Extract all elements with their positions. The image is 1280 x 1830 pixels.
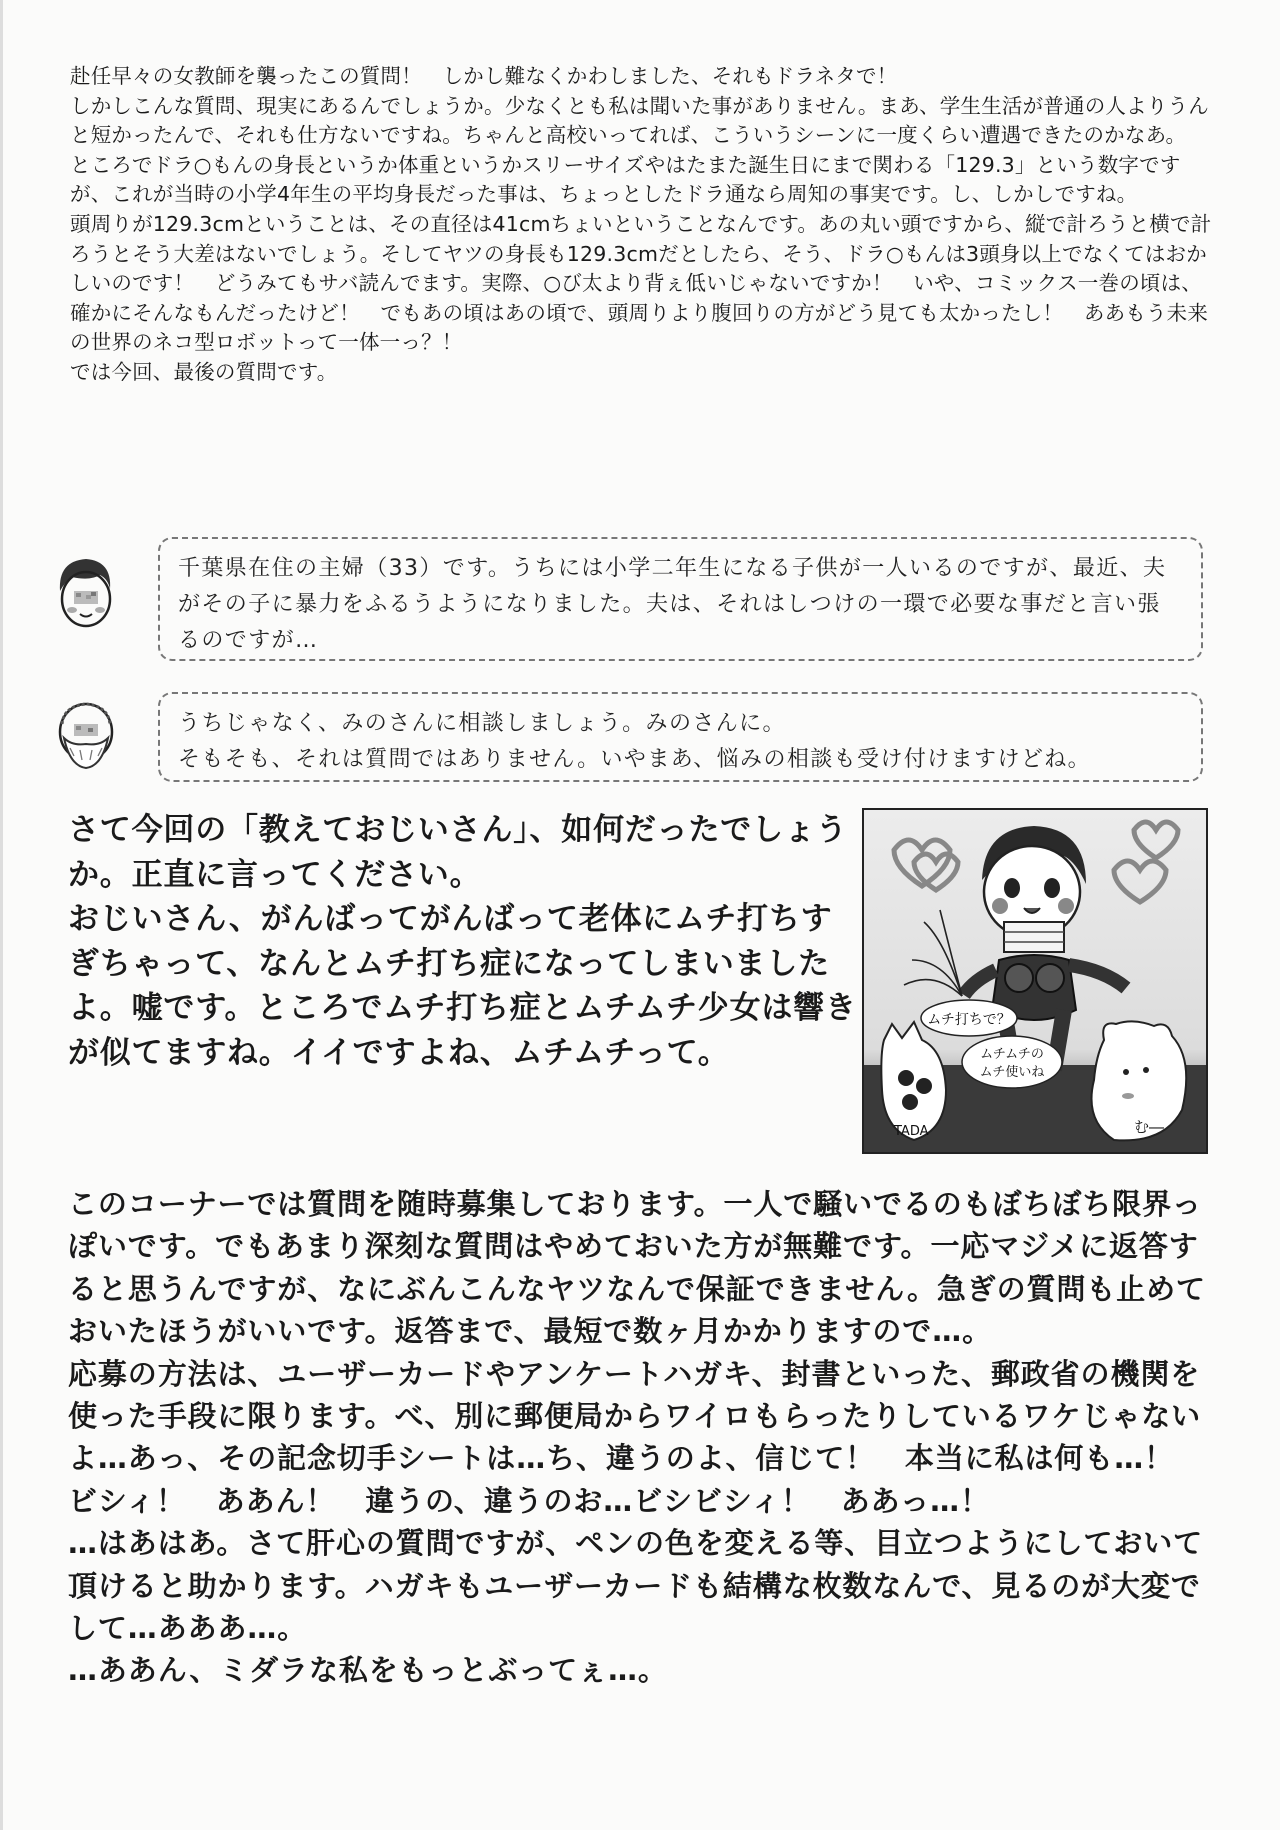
question-box bbox=[158, 537, 1203, 661]
article-paragraph: では今回、最後の質問です。 bbox=[70, 359, 338, 384]
recruit-paragraph: …はあはあ。さて肝心の質問ですが、ペンの色を変える等、目立つようにしておいて頂けると助かります。ハガキもユーザーカードも結構な枚数なんで、見るのが大変でして…あああ…。 bbox=[68, 1526, 1204, 1646]
recruit-text bbox=[68, 1183, 1218, 1692]
recruit-paragraph: このコーナーでは質問を随時募集しております。一人で騒いでるのもぼちぼち限界っぽいです。でもあまり深刻な質問はやめておいた方が無難です。一応マジメに返答すると思うんですが、なにぶんこんなヤツなんで保証できません。急ぎの質問も止めておいたほうがいいです。返答まで、最短で数ヶ月かかりますので…。 bbox=[68, 1187, 1206, 1349]
recruit-paragraph: …ああん、ミダラな私をもっとぶってぇ…。 bbox=[68, 1653, 668, 1688]
whip-girl-drawing bbox=[864, 810, 1206, 1152]
article-paragraph: 頭周りが129.3cmということは、その直径は41cmちょいということなんです。あの丸い頭ですから、縦で計ろうと横で計ろうとそう大差はないでしょう。そしてヤツの身長も129.3cmだとしたら、そう、ドラ○もんは3頭身以上でなくてはおかしいのです！ どうみてもサバ読んでます。実際、○び太より背ぇ低いじゃないですか！ いや、コミックス一巻の頃は、確かにそんなもんだったけど！ でもあの頃はあの頃で、頭周りより腹回りの方がどう見ても太かったし！ ああもう未来の世界のネコ型ロボットって一体一っ？！ bbox=[70, 211, 1212, 355]
speech-bubble-2-line1: ムチムチの bbox=[980, 1047, 1044, 1062]
signature-right: む― bbox=[1134, 1118, 1165, 1136]
article-body bbox=[70, 62, 1220, 388]
article-paragraph: 赴任早々の女教師を襲ったこの質問！ しかし難なくかわしました、それもドラネタで！ bbox=[70, 64, 898, 88]
recruit-paragraph: 応募の方法は、ユーザーカードやアンケートハガキ、封書といった、郵政省の機関を使った手段に限ります。べ、別に郵便局からワイロもらったりしているワケじゃないよ…あっ、その記念切手シートは…ち、違うのよ、信じて！ 本当に私は何も…！ ビシィ！ ああん！ 違うの、違うのお…ビシビシィ！ ああっ…！ bbox=[68, 1356, 1204, 1518]
speech-bubble-1: ムチ打ちで？ bbox=[927, 1012, 1011, 1028]
old-man-avatar-icon bbox=[50, 694, 120, 774]
closing-text bbox=[68, 808, 858, 1075]
housewife-avatar-icon bbox=[50, 553, 120, 633]
article-paragraph: ところでドラ○もんの身長というか体重というかスリーサイズやはたまた誕生日にまで関わる「129.3」という数字ですが、これが当時の小学4年生の平均身長だった事は、ちょっとしたドラ通なら周知の事実です。し、しかしですね。 bbox=[70, 152, 1181, 207]
scan-edge bbox=[0, 0, 3, 1830]
article-paragraph: しかしこんな質問、現実にあるんでしょうか。少なくとも私は聞いた事がありません。まあ、学生生活が普通の人よりうんと短かったんで、それも仕方ないですね。ちゃんと高校いってれば、こういうシーンに一度くらい遭遇できたのかなあ。 bbox=[70, 93, 1209, 148]
answer-line: うちじゃなく、みのさんに相談しましょう。みのさんに。 bbox=[178, 711, 786, 736]
question-text: 千葉県在住の主婦（33）です。うちには小学二年生になる子供が一人いるのですが、最近、夫がその子に暴力をふるうようになりました。夫は、それはしつけの一環で必要な事だと言い張るのですが… bbox=[178, 556, 1167, 653]
signature-left: TADA bbox=[894, 1124, 929, 1139]
manga-illustration bbox=[862, 808, 1208, 1154]
speech-bubble-2-line2: ムチ使いね bbox=[979, 1065, 1045, 1080]
closing-paragraph: おじいさん、がんばってがんばって老体にムチ打ちすぎちゃって、なんとムチ打ち症になってしまいましたよ。嘘です。ところでムチ打ち症とムチムチ少女は響きが似てますね。イイですよね、ムチムチって。 bbox=[68, 901, 857, 1071]
closing-paragraph: さて今回の「教えておじいさん」、如何だったでしょうか。正直に言ってください。 bbox=[68, 812, 848, 893]
answer-box bbox=[158, 692, 1203, 782]
answer-line: そもそも、それは質問ではありません。いやまあ、悩みの相談も受け付けますけどね。 bbox=[178, 747, 1092, 772]
